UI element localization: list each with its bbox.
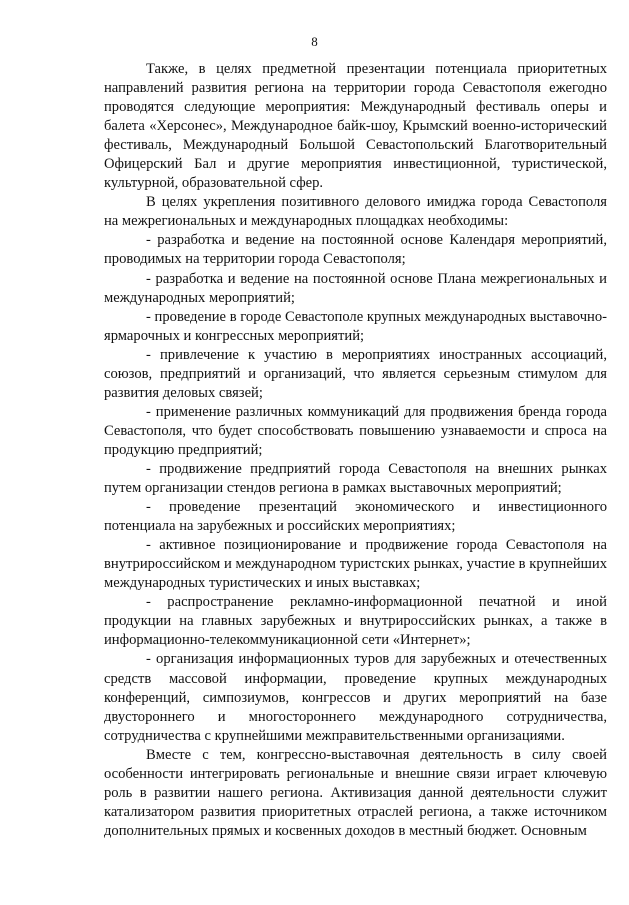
list-item-foreign-participation: - привлечение к участию в мероприятиях иностранных ассоциаций, союзов, предприятий и организаций, что является серьезным стимулом для развития деловых связей;: [104, 346, 607, 401]
list-item-tourism-positioning: - активное позиционирование и продвижение города Севастополя на внутрироссийском и международном туристских рынках, участие в крупнейших международных туристических и иных выставках;: [104, 537, 607, 592]
list-item-interregional-plan: - разработка и ведение на постоянной основе Плана межрегиональных и международных мероприятий;: [104, 270, 607, 306]
list-item-advertising: - распространение рекламно-информационной печатной и иной продукции на главных зарубежных и внутрироссийских рынках, а также в информационно-телекоммуникационной сети «Интернет»;: [104, 594, 607, 649]
list-item-presentations: - проведение презентаций экономического и инвестиционного потенциала на зарубежных и российских мероприятиях;: [104, 499, 607, 535]
page-number: 8: [311, 34, 318, 49]
document-body: [104, 60, 607, 841]
list-item-press-tours: - организация информационных туров для зарубежных и отечественных средств массовой информации, проведение крупных международных конференций, симпозиумов, конгрессов и других мероприятий на базе двустороннего и многостороннего международного сотрудничества, сотрудничества с крупнейшими межправительственными организациями.: [104, 651, 607, 744]
list-item-exhibitions: - проведение в городе Севастополе крупных международных выставочно-ярмарочных и конгрессных мероприятий;: [104, 308, 607, 344]
list-item-external-markets: - продвижение предприятий города Севастополя на внешних рынках путем организации стендов региона в рамках выставочных мероприятий;: [104, 460, 607, 497]
list-item-brand-promotion: - применение различных коммуникаций для продвижения бренда города Севастополя, что будет способствовать повышению узнаваемости и спроса на продукцию предприятий;: [104, 403, 607, 458]
paragraph-image-goals: В целях укрепления позитивного делового имиджа города Севастополя на межрегиональных и международных площадках необходимы:: [104, 194, 607, 230]
paragraph-events-intro: Также, в целях предметной презентации потенциала приоритетных направлений развития региона на территории города Севастополя ежегодно проводятся следующие мероприятия: Международный фестиваль оперы и балета «Херсонес», Международное байк-шоу, Крымский военно-исторический фестиваль, Международный Большой Севастопольский Благотворительный Офицерский Бал и другие мероприятия инвестиционной, туристической, культурной, образовательной сфер.: [104, 61, 607, 192]
paragraph-congress-activity: Вместе с тем, конгрессно-выставочная деятельность в силу своей особенности интегрировать региональные и внешние связи играет ключевую роль в развитии нашего региона. Активизация данной деятельности служит катализатором развития приоритетных отраслей региона, а также источником дополнительных прямых и косвенных доходов в местный бюджет. Основным: [104, 746, 607, 839]
list-item-events-calendar: - разработка и ведение на постоянной основе Календаря мероприятий, проводимых на территории города Севастополя;: [104, 232, 607, 268]
